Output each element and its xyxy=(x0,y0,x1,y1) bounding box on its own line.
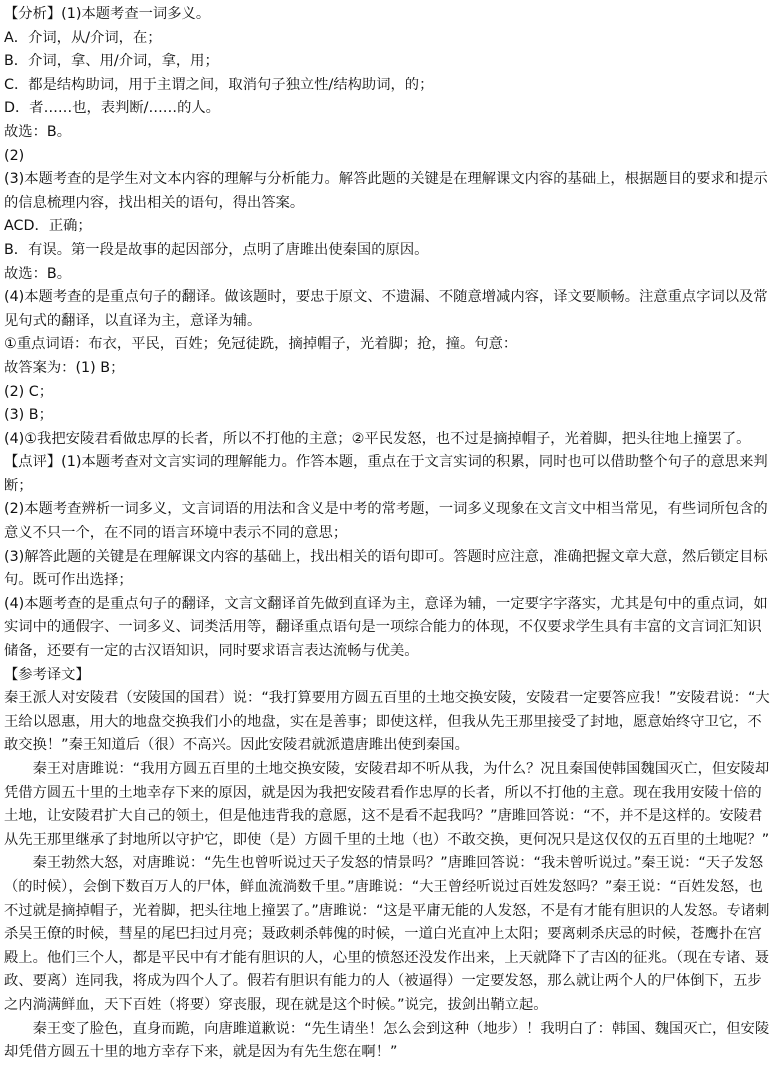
translation-paragraph-2: 秦王对唐雎说：“我用方圆五百里的土地交换安陵，安陵君却不听从我，为什么？况且秦国使韩国魏国灭亡，但安陵却凭借方圆五十里的土地幸存下来的原因，就是因为我把安陵君看作忠厚的长者，所以不打他的主意。现在我用安陵十倍的土地，让安陵君扩大自己的领土，但是他违背我的意愿，这不是看不起我吗？”唐雎回答说：“不，并不是这样的。安陵君从先王那里继承了封地所以守护它，即使（是）方圆千里的土地（也）不敢交换，更何况只是这仅仅的五百里的土地呢？” xyxy=(4,761,770,848)
translation-paragraph-4: 秦王变了脸色，直身而跪，向唐雎道歉说：“先生请坐！怎么会到这种（地步）！我明白了：韩国、魏国灭亡，但安陵却凭借方圆五十里的地方幸存下来，就是因为有先生您在啊！” xyxy=(4,1020,770,1061)
choice-line-2: 故选：B。 xyxy=(4,265,71,282)
answer-2-line: (2) C； xyxy=(4,383,54,400)
analysis-heading-line: 【分析】(1)本题考查一词多义。 xyxy=(4,6,211,22)
translation-paragraph-1: 秦王派人对安陵君（安陵国的国君）说：“我打算要用方圆五百里的土地交换安陵，安陵君一定要答应我！”安陵君说：“大王给以恩惠，用大的地盘交换我们小的地盘，实在是善事；即使这样，但我从先王那里接受了封地，愿意始终守卫它，不敢交换！”秦王知道后（很）不高兴。因此安陵君就派遣唐雎出使到秦国。 xyxy=(4,690,770,754)
comment-1-line: 【点评】(1)本题考查对文言实词的理解能力。作答本题，重点在于文言实词的积累，同时也可以借助整个句子的意思来判断； xyxy=(4,454,768,494)
question-3-analysis: (3)本题考查的是学生对文本内容的理解与分析能力。解答此题的关键是在理解课文内容的基础上，根据题目的要求和提示的信息梳理内容，找出相关的语句，得出答案。 xyxy=(4,171,768,211)
comment-4-line: (4)本题考查的是重点句子的翻译，文言文翻译首先做到直译为主，意译为辅，一定要字字落实，尤其是句中的重点词，如实词中的通假字、一词多义、词类活用等，翻译重点语句是一项综合能力的体现，不仅要求学生具有丰富的文言词汇知识储备，还要有一定的古汉语知识，同时要求语言表达流畅与优美。 xyxy=(4,595,768,660)
translation-heading: 【参考译文】 xyxy=(4,666,90,683)
option-c-line: C．都是结构助词，用于主谓之间，取消句子独立性/结构助词，的； xyxy=(4,76,434,93)
translation-paragraph-3: 秦王勃然大怒，对唐雎说：“先生也曾听说过天子发怒的情景吗？”唐雎回答说：“我未曾听说过。”秦王说：“天子发怒（的时候），会倒下数百万人的尸体，鲜血流淌数千里。”唐雎说：“大王曾经听说过百姓发怒吗？”秦王说：“百姓发怒，也不过就是摘掉帽子，光着脚，把头往地上撞罢了。”唐雎说：“这是平庸无能的人发怒，不是有才能有胆识的人发怒。专诸刺杀吴王僚的时候，彗星的尾巴扫过月亮；聂政刺杀韩傀的时候，一道白光直冲上太阳；要离刺杀庆忌的时候，苍鹰扑在宫殿上。他们三个人，都是平民中有才能有胆识的人，心里的愤怒还没发作出来，上天就降下了吉凶的征兆。（现在专诸、聂政、要离）连同我，将成为四个人了。假若有胆识有能力的人（被逼得）一定要发怒，那么就让两个人的尸体倒下，五步之内淌满鲜血，天下百姓（将要）穿丧服，现在就是这个时候。”说完，拔剑出鞘立起。 xyxy=(4,855,770,1013)
answer-1-line: 故答案为：(1) B； xyxy=(4,359,125,376)
choice-line: 故选：B。 xyxy=(4,123,71,140)
key-words-line: ①重点词语：布衣，平民，百姓；免冠徒跣，摘掉帽子，光着脚；抢，撞。句意： xyxy=(4,336,518,353)
acd-correct-line: ACD．正确； xyxy=(4,218,92,235)
option-b-line: B．介词，拿、用/介词，拿，用； xyxy=(4,53,219,70)
question-4-analysis: (4)本题考查的是重点句子的翻译。做该题时，要忠于原文、不遗漏、不随意增减内容，译文要顺畅。注意重点字词以及常见句式的翻译，以直译为主，意译为辅。 xyxy=(4,289,768,329)
comment-2-line: (2)本题考查辨析一词多义，文言词语的用法和含义是中考的常考题，一词多义现象在文言文中相当常见，有些词所包含的意义不只一个，在不同的语言环境中表示不同的意思； xyxy=(4,501,768,542)
question-2-line: (2) xyxy=(4,147,25,164)
option-a-line: A．介词，从/介词，在； xyxy=(4,29,162,46)
answer-3-line: (3) B； xyxy=(4,407,53,424)
b-wrong-line: B．有误。第一段是故事的起因部分，点明了唐雎出使秦国的原因。 xyxy=(4,241,429,258)
answer-4-line: (4)①我把安陵君看做忠厚的长者，所以不打他的主意；②平民发怒，也不过是摘掉帽子，光着脚，把头往地上撞罢了。 xyxy=(4,430,751,447)
option-d-line: D．者……也，表判断/……的人。 xyxy=(4,100,220,117)
comment-3-line: (3)解答此题的关键是在理解课文内容的基础上，找出相关的语句即可。答题时应注意，准确把握文章大意，然后锁定目标句。既可作出选择； xyxy=(4,548,768,589)
